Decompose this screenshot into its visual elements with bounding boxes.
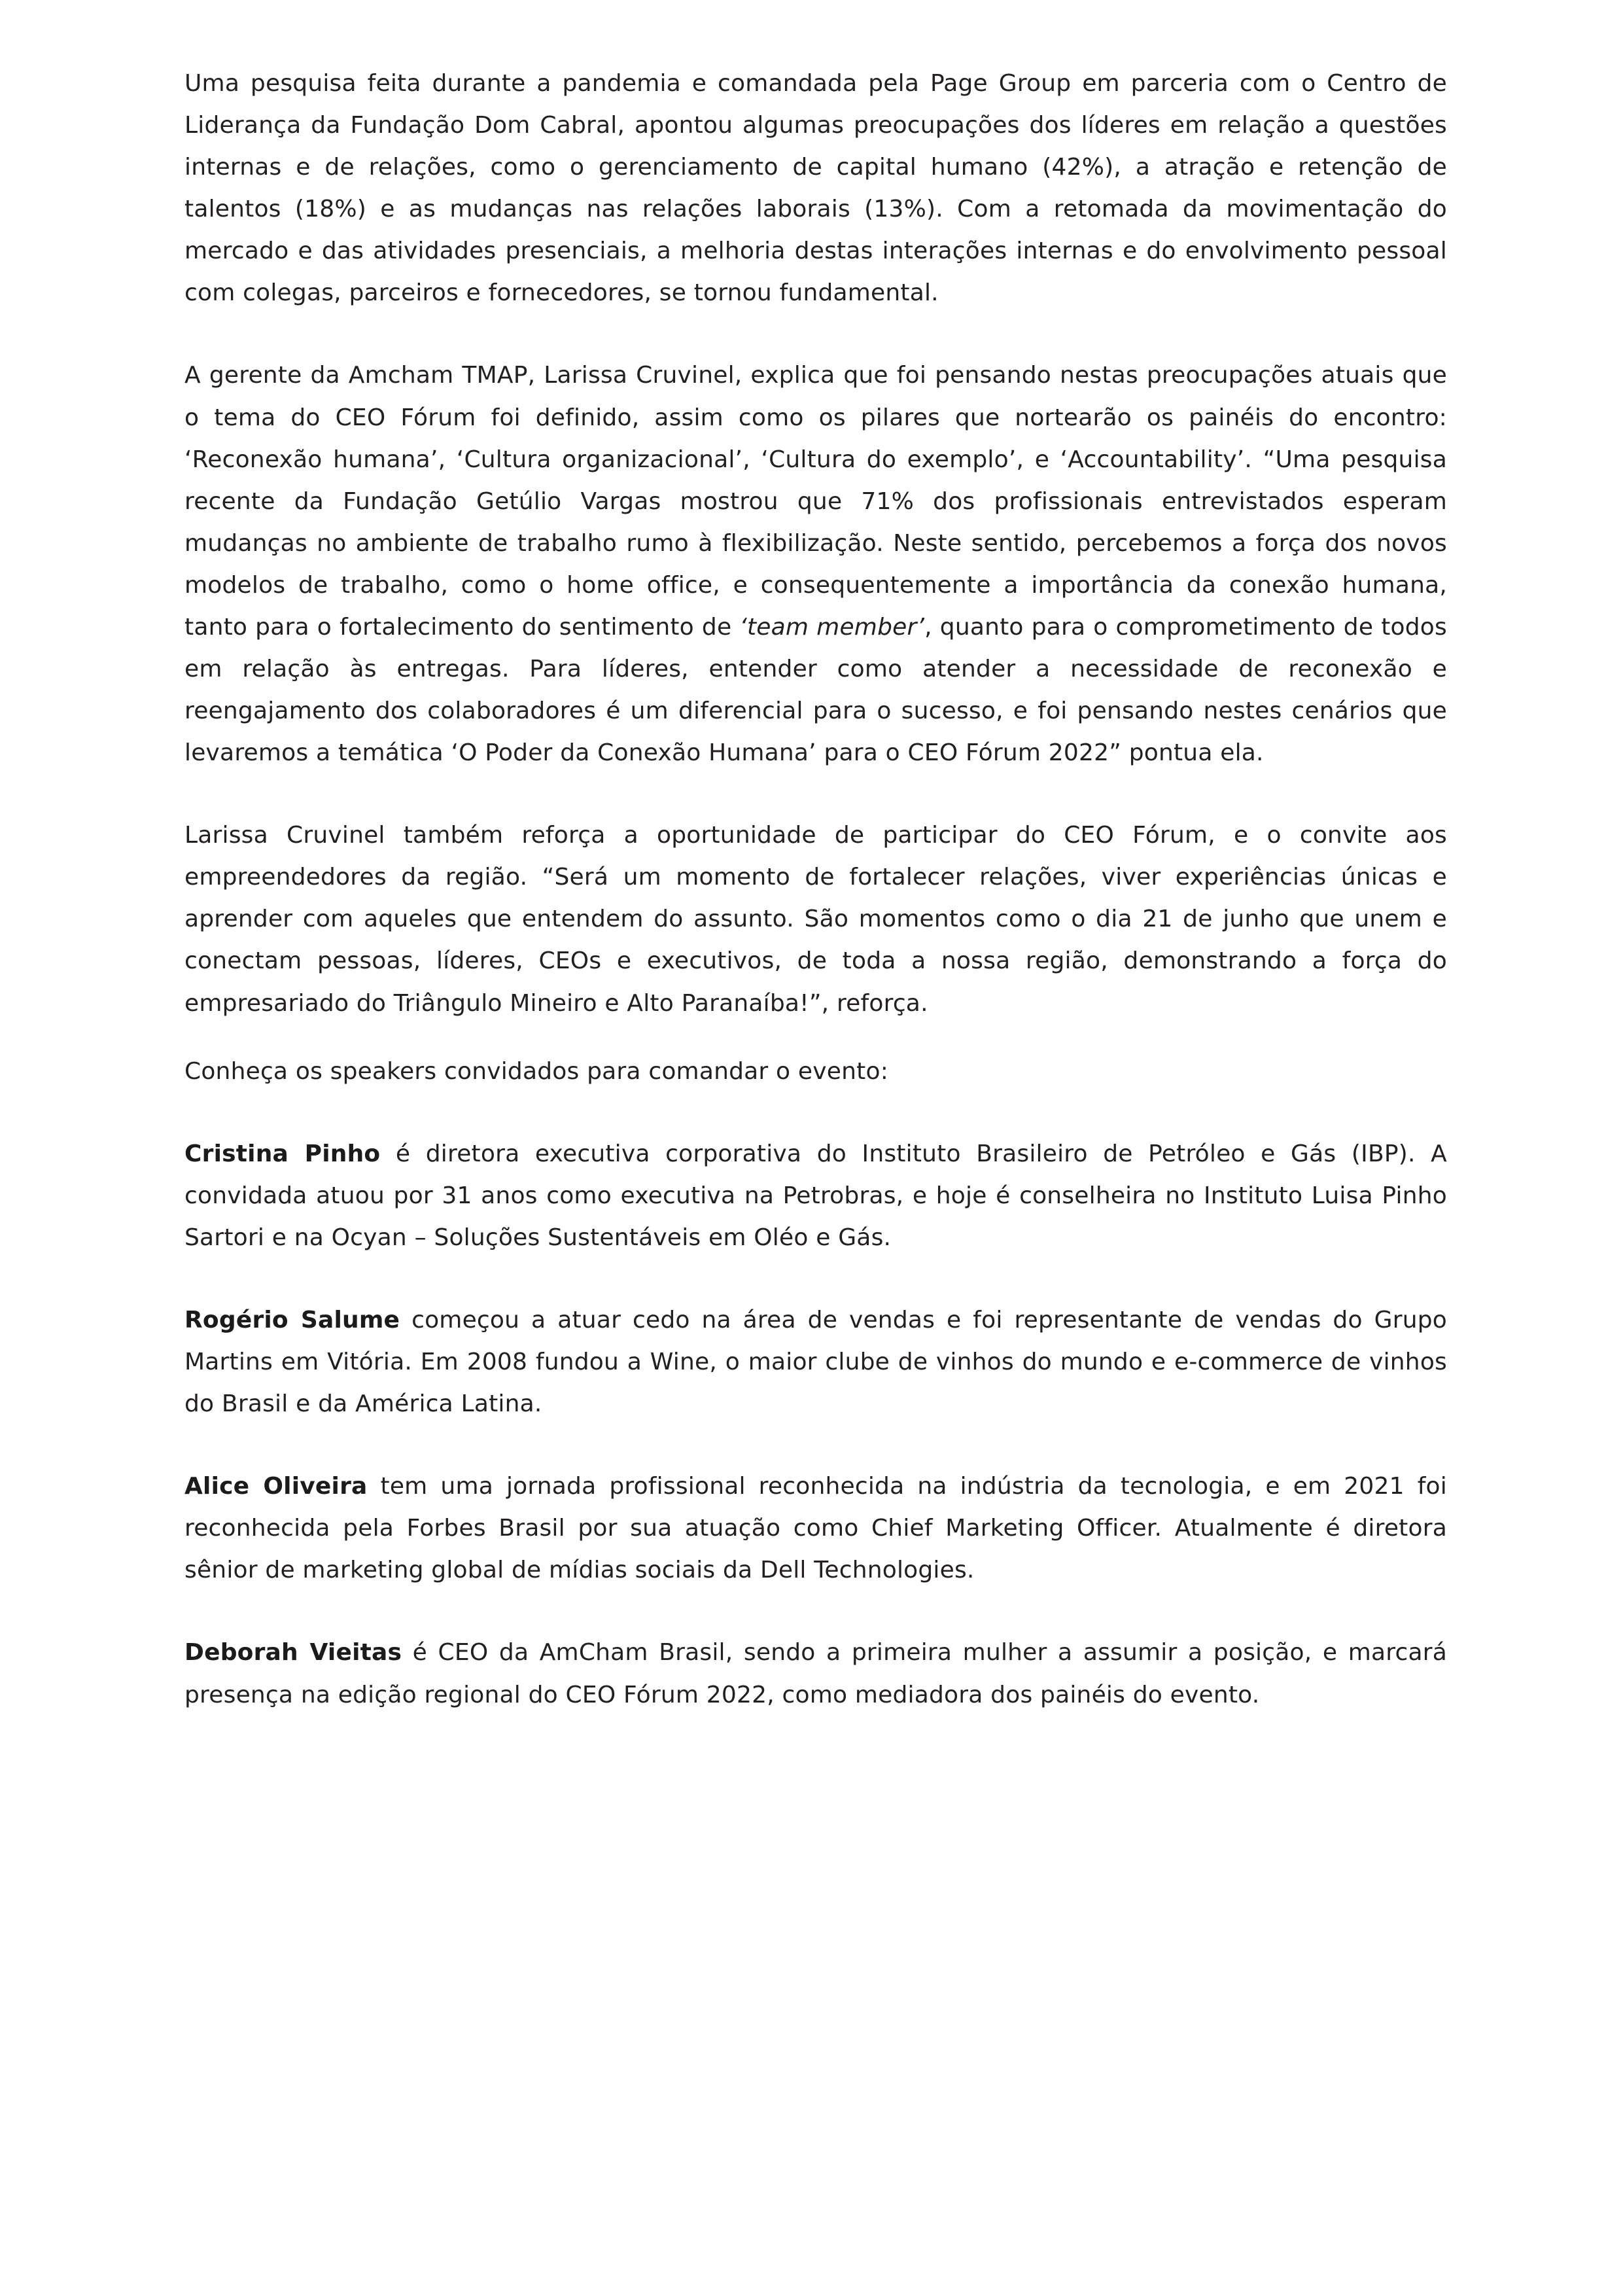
- speaker-name: Alice Oliveira: [184, 1473, 368, 1500]
- paragraph-spacer: [184, 1025, 1447, 1051]
- paragraph-research-intro: Uma pesquisa feita durante a pandemia e comandada pela Page Group em parceria com o Centro de Liderança da Fundação Dom Cabral, apontou algumas preocupações dos líderes em relação a questões internas e de relações, como o gerenciamento de capital humano (42%), a atração e retenção de talentos (18%) e as mudanças nas relações laborais (13%). Com a retomada da movimentação do mercado e das atividades presenciais, a melhoria destas interações internas e do envolvimento pessoal com colegas, parceiros e fornecedores, se tornou fundamental.: [184, 70, 1447, 307]
- speaker-name: Cristina Pinho: [184, 1140, 381, 1167]
- paragraph-spacer: [184, 314, 1447, 355]
- speaker-alice-oliveira: [184, 1466, 1447, 1591]
- paragraph-spacer: [184, 1259, 1447, 1299]
- speaker-cristina-pinho: [184, 1133, 1447, 1259]
- speaker-rogerio-salume: [184, 1299, 1447, 1425]
- paragraph-spacer: [184, 1093, 1447, 1133]
- paragraph-larissa-quote-italic: ‘team member’: [739, 613, 925, 641]
- paragraph-spacer: [184, 774, 1447, 815]
- speaker-bio: começou a atuar cedo na área de vendas e foi representante de vendas do Grupo Martins em Vitória. Em 2008 fundou a Wine, o maior clube de vinhos do mundo e e-commerce de vinhos do Brasil e da América Latina.: [184, 1306, 1448, 1418]
- paragraph-spacer: [184, 1591, 1447, 1632]
- document-body: [184, 63, 1447, 1716]
- paragraph-spacer: [184, 1425, 1447, 1466]
- paragraph-larissa-quote-part-b: , quanto para o comprometimento de todos em relação às entregas. Para líderes, entender como atender a necessidade de reconexão e reengajamento dos colaboradores é um diferencial para o sucesso, e foi pensando nestes cenários que levaremos a temática ‘O Poder da Conexão Humana’ para o CEO Fórum 2022” pontua ela.: [184, 613, 1447, 767]
- paragraph-larissa-quote-part-a: A gerente da Amcham TMAP, Larissa Cruvinel, explica que foi pensando nestas preocupações atuais que o tema do CEO Fórum foi definido, assim como os pilares que nortearão os painéis do encontro: ‘Reconexão humana’, ‘Cultura organizacional’, ‘Cultura do exemplo’, e ‘Accountability’. “Uma pesquisa recente da Fundação Getúlio Vargas mostrou que 71% dos profissionais entrevistados esperam mudanças no ambiente de trabalho rumo à flexibilização. Neste sentido, percebemos a força dos novos modelos de trabalho, como o home office, e consequentemente a importância da conexão humana, tanto para o fortalecimento do sentimento de: [184, 362, 1447, 641]
- speaker-name: Deborah Vieitas: [184, 1639, 402, 1667]
- speaker-bio: é diretora executiva corporativa do Instituto Brasileiro de Petróleo e Gás (IBP). A convidada atuou por 31 anos como executiva na Petrobras, e hoje é conselheira no Instituto Luisa Pinho Sartori e na Ocyan – Soluções Sustentáveis em Oléo e Gás.: [184, 1140, 1447, 1251]
- speaker-name: Rogério Salume: [184, 1306, 400, 1333]
- paragraph-speakers-lead: Conheça os speakers convidados para comandar o evento:: [184, 1057, 889, 1085]
- paragraph-invite: Larissa Cruvinel também reforça a oportunidade de participar do CEO Fórum, e o convite aos empreendedores da região. “Será um momento de fortalecer relações, viver experiências únicas e aprender com aqueles que entendem do assunto. São momentos como o dia 21 de junho que unem e conectam pessoas, líderes, CEOs e executivos, de toda a nossa região, demonstrando a força do empresariado do Triângulo Mineiro e Alto Paranaíba!”, reforça.: [184, 822, 1447, 1017]
- speaker-bio: é CEO da AmCham Brasil, sendo a primeira mulher a assumir a posição, e marcará presença na edição regional do CEO Fórum 2022, como mediadora dos painéis do evento.: [184, 1639, 1448, 1708]
- paragraph-larissa-quote: [184, 355, 1447, 774]
- speaker-bio: tem uma jornada profissional reconhecida na indústria da tecnologia, e em 2021 foi reconhecida pela Forbes Brasil por sua atuação como Chief Marketing Officer. Atualmente é diretora sênior de marketing global de mídias sociais da Dell Technologies.: [184, 1473, 1447, 1584]
- speaker-deborah-vieitas: [184, 1632, 1447, 1716]
